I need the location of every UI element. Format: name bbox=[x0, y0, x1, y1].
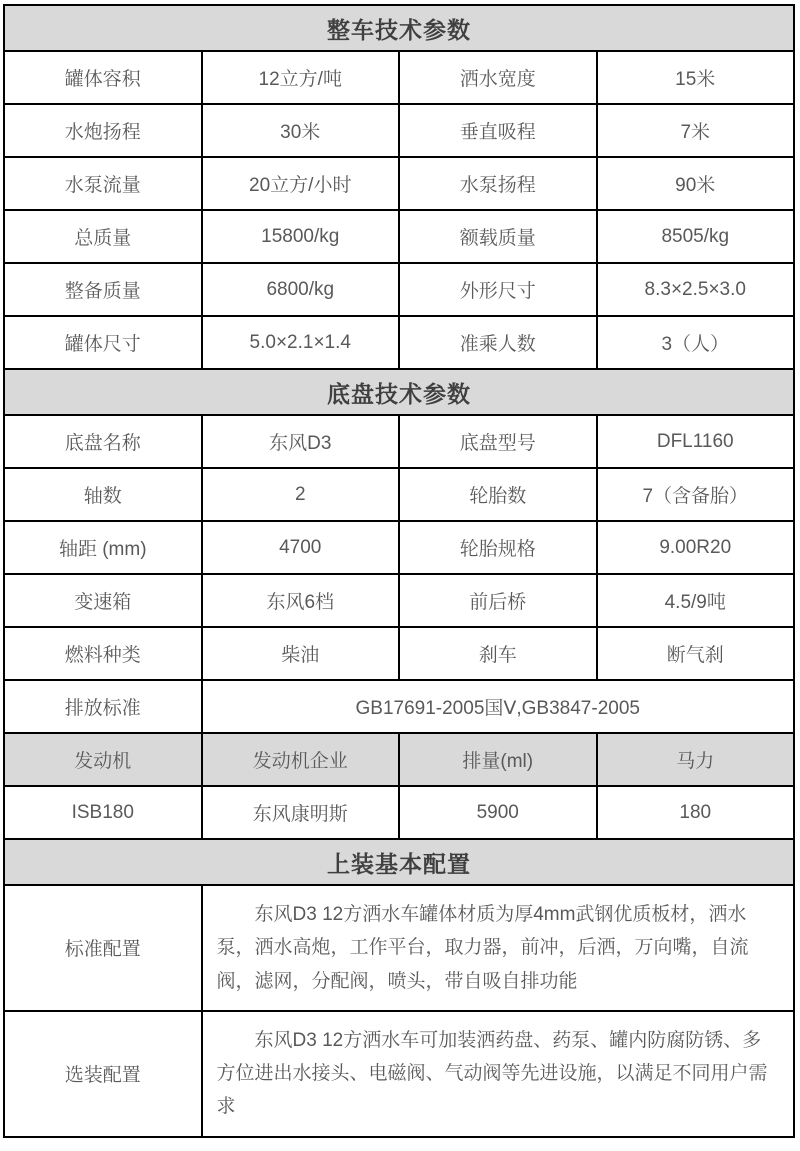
spec-value: 20立方/小时 bbox=[202, 157, 400, 210]
engine-header-cell: 排量(ml) bbox=[399, 733, 597, 786]
engine-header-cell: 马力 bbox=[597, 733, 795, 786]
spec-label: 准乘人数 bbox=[399, 316, 597, 369]
table-row bbox=[4, 263, 794, 316]
table-row bbox=[4, 210, 794, 263]
engine-data-row bbox=[4, 786, 794, 839]
spec-label: 罐体容积 bbox=[4, 51, 202, 104]
engine-value: 东风康明斯 bbox=[202, 786, 400, 839]
table-row bbox=[4, 415, 794, 468]
spec-label: 轴距 (mm) bbox=[4, 521, 202, 574]
spec-value: 90米 bbox=[597, 157, 795, 210]
spec-label: 刹车 bbox=[399, 627, 597, 680]
spec-value: 6800/kg bbox=[202, 263, 400, 316]
spec-label: 底盘型号 bbox=[399, 415, 597, 468]
vehicle-section-title: 整车技术参数 bbox=[4, 5, 794, 51]
spec-label: 变速箱 bbox=[4, 574, 202, 627]
spec-value: 5.0×2.1×1.4 bbox=[202, 316, 400, 369]
spec-value: 8505/kg bbox=[597, 210, 795, 263]
spec-label: 水泵扬程 bbox=[399, 157, 597, 210]
spec-label: 垂直吸程 bbox=[399, 104, 597, 157]
emission-value: GB17691-2005国Ⅴ,GB3847-2005 bbox=[202, 680, 795, 733]
optional-config-row bbox=[4, 1011, 794, 1137]
spec-value: 柴油 bbox=[202, 627, 400, 680]
vehicle-section-header bbox=[4, 5, 794, 51]
spec-label: 前后桥 bbox=[399, 574, 597, 627]
spec-value: 15800/kg bbox=[202, 210, 400, 263]
spec-value: 断气刹 bbox=[597, 627, 795, 680]
spec-value: 12立方/吨 bbox=[202, 51, 400, 104]
equipment-section-header bbox=[4, 839, 794, 885]
table-row bbox=[4, 157, 794, 210]
spec-label: 罐体尺寸 bbox=[4, 316, 202, 369]
table-row bbox=[4, 51, 794, 104]
engine-header-cell: 发动机企业 bbox=[202, 733, 400, 786]
table-row bbox=[4, 104, 794, 157]
optional-config-text: 东风D3 12方洒水车可加装洒药盘、药泵、罐内防腐防锈、多方位进出水接头、电磁阀、气动阀等先进设施，以满足不同用户需求 bbox=[202, 1011, 795, 1137]
config-label: 标准配置 bbox=[4, 885, 202, 1011]
spec-label: 外形尺寸 bbox=[399, 263, 597, 316]
standard-config-row bbox=[4, 885, 794, 1011]
spec-value: DFL1160 bbox=[597, 415, 795, 468]
table-row bbox=[4, 316, 794, 369]
spec-label: 水炮扬程 bbox=[4, 104, 202, 157]
chassis-section-header bbox=[4, 369, 794, 415]
spec-value: 4.5/9吨 bbox=[597, 574, 795, 627]
spec-value: 8.3×2.5×3.0 bbox=[597, 263, 795, 316]
table-row bbox=[4, 627, 794, 680]
spec-value: 7米 bbox=[597, 104, 795, 157]
spec-label: 轮胎规格 bbox=[399, 521, 597, 574]
engine-value: 5900 bbox=[399, 786, 597, 839]
spec-value: 4700 bbox=[202, 521, 400, 574]
spec-label: 燃料种类 bbox=[4, 627, 202, 680]
emission-label: 排放标准 bbox=[4, 680, 202, 733]
engine-value: 180 bbox=[597, 786, 795, 839]
spec-label: 额载质量 bbox=[399, 210, 597, 263]
spec-value: 东风D3 bbox=[202, 415, 400, 468]
table-row bbox=[4, 521, 794, 574]
spec-label: 轮胎数 bbox=[399, 468, 597, 521]
engine-value: ISB180 bbox=[4, 786, 202, 839]
spec-value: 3（人） bbox=[597, 316, 795, 369]
spec-value: 9.00R20 bbox=[597, 521, 795, 574]
emission-row bbox=[4, 680, 794, 733]
spec-label: 轴数 bbox=[4, 468, 202, 521]
spec-label: 水泵流量 bbox=[4, 157, 202, 210]
engine-header-cell: 发动机 bbox=[4, 733, 202, 786]
spec-label: 底盘名称 bbox=[4, 415, 202, 468]
engine-header-row bbox=[4, 733, 794, 786]
spec-value: 东风6档 bbox=[202, 574, 400, 627]
spec-label: 整备质量 bbox=[4, 263, 202, 316]
table-row bbox=[4, 574, 794, 627]
spec-value: 2 bbox=[202, 468, 400, 521]
spec-value: 30米 bbox=[202, 104, 400, 157]
table-row bbox=[4, 468, 794, 521]
spec-label: 洒水宽度 bbox=[399, 51, 597, 104]
equipment-section-title: 上装基本配置 bbox=[4, 839, 794, 885]
spec-label: 总质量 bbox=[4, 210, 202, 263]
config-label: 选装配置 bbox=[4, 1011, 202, 1137]
spec-table bbox=[3, 4, 795, 1138]
standard-config-text: 东风D3 12方洒水车罐体材质为厚4mm武钢优质板材，洒水泵，洒水高炮，工作平台，取力器，前冲，后洒，万向嘴，自流阀，滤网，分配阀，喷头，带自吸自排功能 bbox=[202, 885, 795, 1011]
chassis-section-title: 底盘技术参数 bbox=[4, 369, 794, 415]
spec-value: 15米 bbox=[597, 51, 795, 104]
spec-value: 7（含备胎） bbox=[597, 468, 795, 521]
